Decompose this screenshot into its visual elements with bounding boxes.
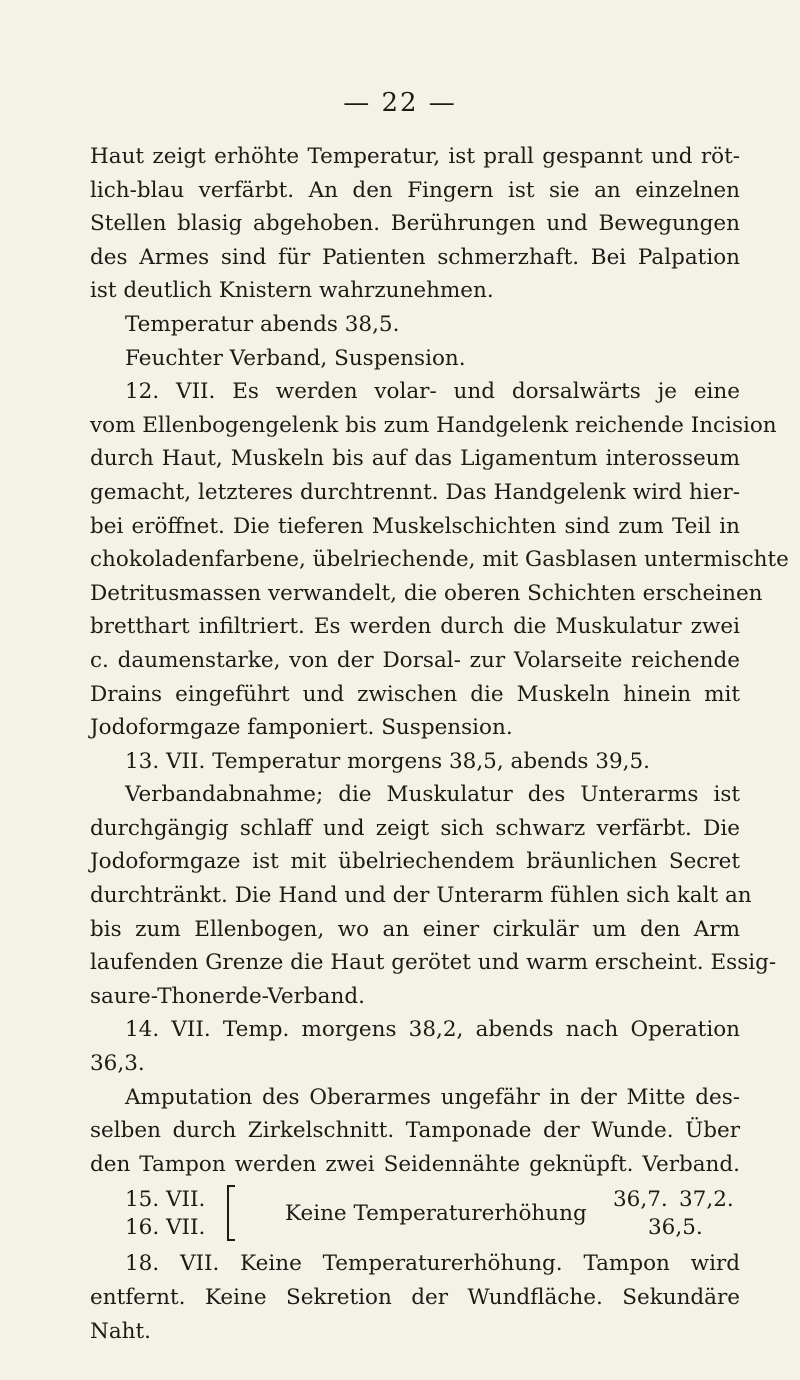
page-number: — 22 — <box>343 88 457 118</box>
brace-icon <box>227 1185 235 1241</box>
text-line: Jodoformgaze famponiert. Suspension. <box>90 715 513 741</box>
text-line: des Armes sind für Patienten schmerzhaft. Bei Palpation <box>90 244 740 270</box>
text-line: saure-Thonerde-Verband. <box>90 983 365 1009</box>
text-line: entfernt. Keine Sekretion der Wundfläche. Sekundäre <box>90 1285 740 1310</box>
brace-middle-text: Keine Temperaturerhöhung <box>285 1201 587 1227</box>
text-line: 18. VII. Keine Temperaturerhöhung. Tampon wird <box>125 1251 740 1277</box>
text-line: lich-blau verfärbt. An den Fingern ist sie an einzelnen <box>90 177 740 203</box>
text-line: c. daumenstarke, von der Dorsal- zur Volarseite reichende <box>90 647 740 673</box>
brace-value-1b: 37,2. <box>679 1187 734 1213</box>
text-line: Stellen blasig abgehoben. Berührungen und Bewegungen <box>90 211 740 237</box>
brace-value-2: 36,5. <box>648 1215 703 1241</box>
text-line: Amputation des Oberarmes ungefähr in der Mitte des- <box>125 1084 740 1110</box>
text-line: Detritusmassen verwandelt, die oberen Schichten erscheinen <box>90 580 763 606</box>
text-line: durchgängig schlaff und zeigt sich schwarz verfärbt. Die <box>90 815 740 841</box>
text-line: 12. VII. Es werden volar- und dorsalwärts je eine <box>125 379 740 405</box>
text-line: vom Ellenbogengelenk bis zum Handgelenk reichende Incision <box>90 412 777 438</box>
text-line: 36,3. <box>90 1051 145 1077</box>
text-line: 14. VII. Temp. morgens 38,2, abends nach Operation <box>125 1017 740 1043</box>
text-line: laufenden Grenze die Haut gerötet und warm erscheint. Essig- <box>90 950 777 976</box>
text-line: Verbandabnahme; die Muskulatur des Unterarms ist <box>125 782 740 808</box>
text-line: Jodoformgaze ist mit übelriechendem bräunlichen Secret <box>90 849 740 875</box>
text-line: Naht. <box>90 1318 151 1344</box>
text-line: Temperatur abends 38,5. <box>125 311 400 337</box>
text-line: chokoladenfarbene, übelriechende, mit Gasblasen untermischte <box>90 547 789 573</box>
text-line: 13. VII. Temperatur morgens 38,5, abends 39,5. <box>125 748 651 774</box>
brace-date-1: 15. VII. <box>125 1187 206 1213</box>
text-line: selben durch Zirkelschnitt. Tamponade der Wunde. Über <box>90 1118 740 1144</box>
text-line: den Tampon werden zwei Seidennähte geknüpft. Verband. <box>90 1151 740 1177</box>
text-line: bis zum Ellenbogen, wo an einer cirkulär um den Arm <box>90 916 740 942</box>
temperature-brace-entry <box>90 1183 740 1243</box>
body-text <box>90 140 789 1348</box>
text-line: ist deutlich Knistern wahrzunehmen. <box>90 278 494 304</box>
text-line: durch Haut, Muskeln bis auf das Ligamentum interosseum <box>90 446 740 472</box>
text-line: gemacht, letzteres durchtrennt. Das Handgelenk wird hier- <box>90 479 740 505</box>
text-line: bei eröffnet. Die tieferen Muskelschichten sind zum Teil in <box>90 513 740 539</box>
brace-date-2: 16. VII. <box>125 1215 206 1241</box>
text-line: durchtränkt. Die Hand und der Unterarm fühlen sich kalt an <box>90 883 752 909</box>
text-line: Haut zeigt erhöhte Temperatur, ist prall gespannt und röt- <box>90 144 740 169</box>
brace-value-1a: 36,7. <box>613 1187 668 1213</box>
text-line: bretthart infiltriert. Es werden durch die Muskulatur zwei <box>90 614 740 640</box>
text-line: Drains eingeführt und zwischen die Muskeln hinein mit <box>90 681 740 707</box>
text-line: Feuchter Verband, Suspension. <box>125 345 466 371</box>
